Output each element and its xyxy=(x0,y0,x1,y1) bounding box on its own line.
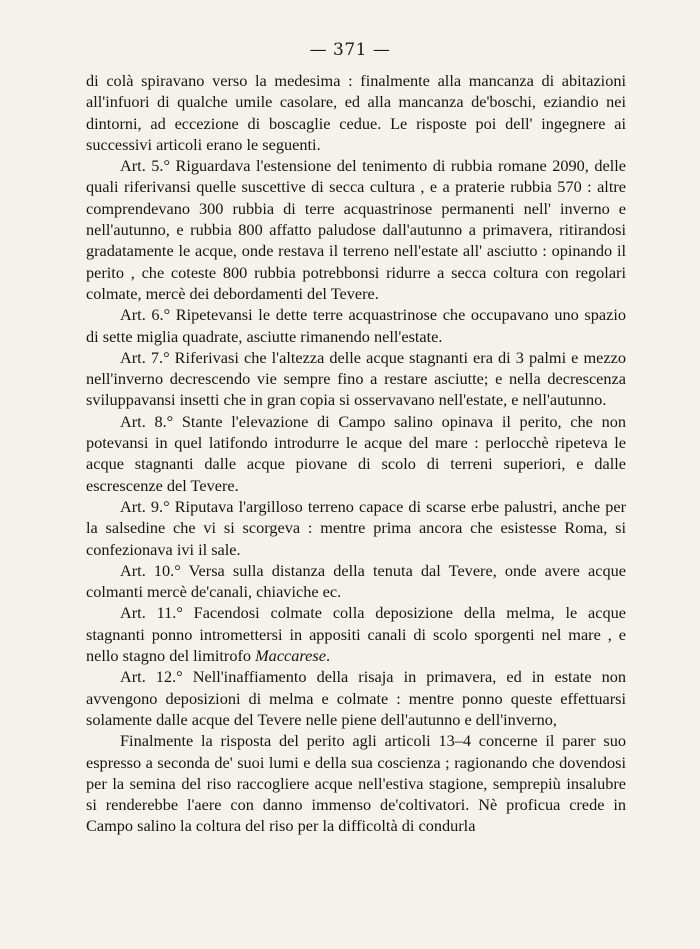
paragraph-art-12: Art. 12.° Nell'inaffiamento della risaja in primavera, ed in estate non avvengono deposizioni di melma e colmate : mentre ponno queste effettuarsi solamente dalle acque del Tevere nelle piene dell'autunno e dell'inverno, xyxy=(86,667,626,729)
paragraph-continuation: di colà spiravano verso la medesima : finalmente alla mancanza di abitazioni all'infuori di qualche umile casolare, ed alla mancanza de'boschi, eziandio nei dintorni, ad eccezione di boscaglie cedue. Le risposte poi dell' ingegnere ai successivi articoli erano le seguenti. xyxy=(86,71,626,154)
paragraph-conclusion: Finalmente la risposta del perito agli articoli 13–4 concerne il parer suo espresso a seconda de' suoi lumi e della sua coscienza ; ragionando che dovendosi per la semina del riso raccogliere acque nell'estiva stagione, semprepiù insalubre si renderebbe l'aere con danno immenso de'coltivatori. Nè proficua crede in Campo salino la coltura del riso per la difficoltà di condurla xyxy=(86,731,626,836)
paragraph-art-7: Art. 7.° Riferivasi che l'altezza delle acque stagnanti era di 3 palmi e mezzo nell'inverno decrescendo vie sempre fino a restare asciutte; e nella decrescenza sviluppavansi insetti che in gran copia si osservavano nell'estate, e nell'autunno. xyxy=(86,347,626,410)
paragraph-art-8: Art. 8.° Stante l'elevazione di Campo salino opinava il perito, che non potevansi in quel latifondo introdurre le acque del mare : perlocchè ripeteva le acque stagnanti dalle acque piovane di scolo di terreni superiori, e dalle escrescenze del Tevere. xyxy=(86,411,626,495)
paragraph-art-6: Art. 6.° Ripetevansi le dette terre acquastrinose che occupavano uno spazio di sette miglia quadrate, asciutte rimanendo nell'estate. xyxy=(86,305,626,346)
paragraph-art-11-text: Art. 11.° Facendosi colmate colla deposizione della melma, le acque stagnanti ponno intromettersi in appositi canali di scolo sporgenti nel mare , e nello stagno del limitrofo xyxy=(86,603,626,666)
paragraph-art-10: Art. 10.° Versa sulla distanza della tenuta dal Tevere, onde avere acque colmanti mercè de'canali, chiaviche ec. xyxy=(86,560,626,602)
place-name-maccarese: Maccarese xyxy=(255,646,326,666)
paragraph-art-11-end: . xyxy=(325,646,331,666)
body-text xyxy=(86,70,626,837)
page-number: — 371 — xyxy=(309,40,391,60)
paragraph-art-9: Art. 9.° Riputava l'argilloso terreno capace di scarse erbe palustri, anche per la salsedine che vi si scorgeva : mentre prima ancora che esistesse Roma, si confezionava ivi il sale. xyxy=(86,496,626,559)
paragraph-art-5: Art. 5.° Riguardava l'estensione del tenimento di rubbia romane 2090, delle quali riferivansi quelle suscettive di secca cultura , e a praterie rubbia 570 : altre comprendevano 300 rubbia di terre acquastrinose permanenti nell' inverno e nell'autunno, e rubbia 800 affatto paludose dall'autunno a primavera, ritirandosi gradatamente le acque, onde restava il terreno nell'estate all' asciutto : opinando il perito , che coteste 800 rubbia potrebbonsi ridurre a secca coltura con regolari colmate, mercè dei debordamenti del Tevere. xyxy=(86,156,626,303)
paragraph-art-11 xyxy=(86,602,626,666)
